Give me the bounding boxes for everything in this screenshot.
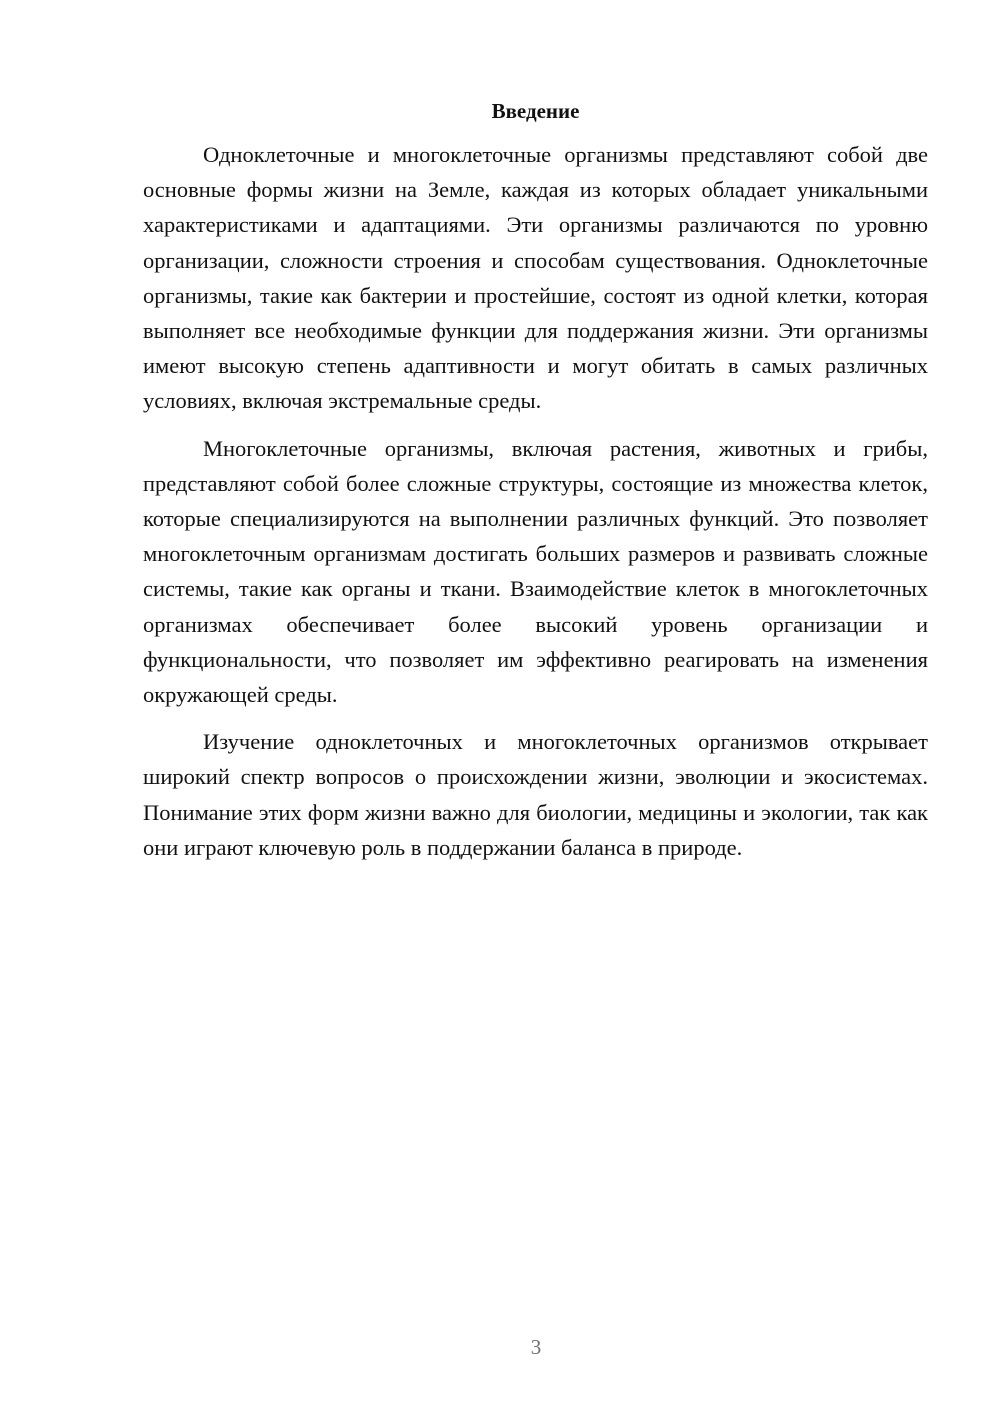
section-title: Введение xyxy=(491,99,580,123)
paragraph-2: Многоклеточные организмы, включая растения, животных и грибы, представляют собой более сложные структуры, состоящие из множества клеток, которые специализируются на выполнении различных функций. Это позволяет многоклеточным организмам достигать больших размеров и развивать сложные системы, такие как органы и ткани. Взаимодействие клеток в многоклеточных организмах обеспечивает более высокий уровень организации и функциональности, что позволяет им эффективно реагировать на изменения окружающей среды. xyxy=(143,435,928,708)
page-number: 3 xyxy=(530,1335,542,1359)
paragraph-1: Одноклеточные и многоклеточные организмы представляют собой две основные формы жизни на Земле, каждая из которых обладает уникальными характеристиками и адаптациями. Эти организмы различаются по уровню организации, сложности строения и способам существования. Одноклеточные организмы, такие как бактерии и простейшие, состоят из одной клетки, которая выполняет все необходимые функции для поддержания жизни. Эти организмы имеют высокую степень адаптивности и могут обитать в самых различных условиях, включая экстремальные среды. xyxy=(143,142,928,414)
document-body xyxy=(143,96,928,877)
paragraph-3: Изучение одноклеточных и многоклеточных организмов открывает широкий спектр вопросов о происхождении жизни, эволюции и экосистемах. Понимание этих форм жизни важно для биологии, медицины и экологии, так как они играют ключевую роль в поддержании баланса в природе. xyxy=(143,729,928,860)
